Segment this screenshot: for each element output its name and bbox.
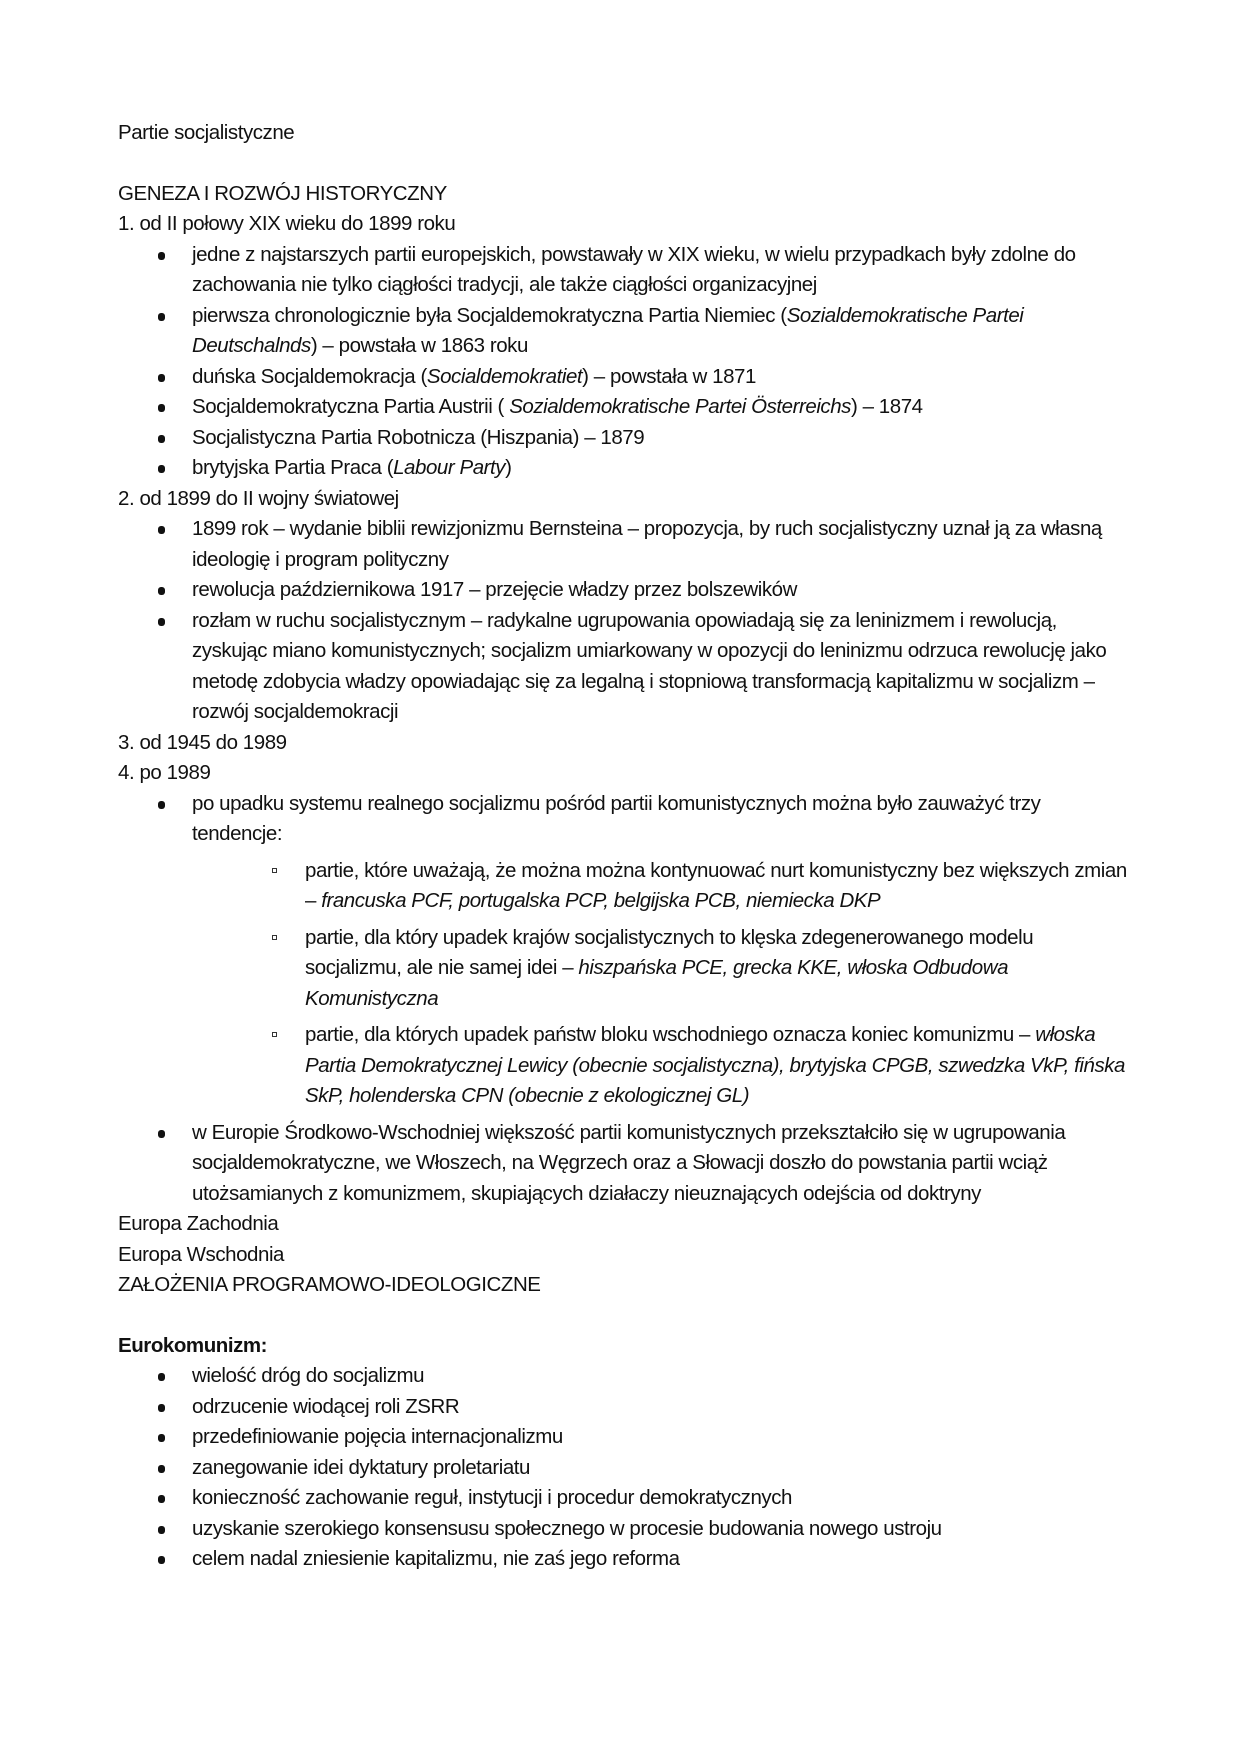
- list-item: odrzucenie wiodącej roli ZSRR: [118, 1392, 1128, 1423]
- list-item: duńska Socjaldemokracja (Socialdemokratiet) – powstała w 1871: [118, 362, 1128, 393]
- sub-list-item: partie, które uważają, że można można kontynuować nurt komunistyczny bez większych zmian – francuska PCF, portugalska PCP, belgijska PCB, niemiecka DKP: [192, 856, 1128, 917]
- eurocommunism-list: [118, 1361, 1128, 1575]
- list-item: wielość dróg do socjalizmu: [118, 1361, 1128, 1392]
- list-item: jedne z najstarszych partii europejskich, powstawały w XIX wieku, w wielu przypadkach były zdolne do zachowania nie tylko ciągłości tradycji, ale także ciągłości organizacyjnej: [118, 240, 1128, 301]
- eurocommunism-heading: Eurokomunizm:: [118, 1333, 268, 1357]
- period-4-list: [118, 789, 1128, 1210]
- list-item: brytyjska Partia Praca (Labour Party): [118, 453, 1128, 484]
- list-item: uzyskanie szerokiego konsensusu społecznego w procesie budowania nowego ustroju: [118, 1514, 1128, 1545]
- tendencies-sublist: [192, 856, 1128, 1112]
- section-heading-genesis: GENEZA I ROZWÓJ HISTORYCZNY: [118, 181, 447, 205]
- period-heading: 4. po 1989: [118, 761, 211, 784]
- list-item: 1899 rok – wydanie biblii rewizjonizmu Bernsteina – propozycja, by ruch socjalistyczny uznał ją za własną ideologię i program polityczny: [118, 514, 1128, 575]
- spacer: [118, 149, 1128, 179]
- list-item: Socjaldemokratyczna Partia Austrii ( Sozialdemokratische Partei Österreichs) – 1874: [118, 392, 1128, 423]
- spacer: [118, 1301, 1128, 1331]
- sub-list-item: partie, dla których upadek państw bloku wschodniego oznacza koniec komunizmu – włoska Partia Demokratycznej Lewicy (obecnie socjalistyczna), brytyjska CPGB, szwedzka VkP, fińska SkP, holenderska CPN (obecnie z ekologicznej GL): [192, 1020, 1128, 1112]
- list-item: celem nadal zniesienie kapitalizmu, nie zaś jego reforma: [118, 1544, 1128, 1575]
- period-2-list: [118, 514, 1128, 728]
- period-1-list: [118, 240, 1128, 484]
- list-item: Socjalistyczna Partia Robotnicza (Hiszpania) – 1879: [118, 423, 1128, 454]
- list-item: rozłam w ruchu socjalistycznym – radykalne ugrupowania opowiadają się za leninizmem i rewolucją, zyskując miano komunistycznych; socjalizm umiarkowany w opozycji do leninizmu odrzuca rewolucję jako metodę zdobycia władzy opowiadając się za legalną i stopniową transformacją kapitalizmu w socjalizm – rozwój socjaldemokracji: [118, 606, 1128, 728]
- europe-west-label: Europa Zachodnia: [118, 1212, 279, 1235]
- sub-list-item: partie, dla który upadek krajów socjalistycznych to klęska zdegenerowanego modelu socjalizmu, ale nie samej idei – hiszpańska PCE, grecka KKE, włoska Odbudowa Komunistyczna: [192, 923, 1128, 1015]
- section-heading-program: ZAŁOŻENIA PROGRAMOWO-IDEOLOGICZNE: [118, 1273, 541, 1296]
- period-heading: 2. od 1899 do II wojny światowej: [118, 486, 399, 510]
- list-item: pierwsza chronologicznie była Socjaldemokratyczna Partia Niemiec (Sozialdemokratische Partei Deutschalnds) – powstała w 1863 roku: [118, 301, 1128, 362]
- period-heading: 3. od 1945 do 1989: [118, 730, 287, 754]
- list-item: po upadku systemu realnego socjalizmu pośród partii komunistycznych można było zauważyć trzy tendencje: partie, które uważają, że można można kontynuować nurt komunistyczny bez większych zmian – francuska PCF, portugalska PCP, belgijska PCB, niemiecka DKP partie, dla który upadek krajów socjalistycznych to klęska zdegenerowanego modelu socjalizmu, ale nie samej idei – hiszpańska PCE, grecka KKE, włoska Odbudowa Komunistyczna partie, dla których upadek państw bloku wschodniego oznacza koniec komunizmu – włoska Partia Demokratycznej Lewicy (obecnie socjalistyczna), brytyjska CPGB, szwedzka VkP, fińska SkP, holenderska CPN (obecnie z ekologicznej GL): [118, 789, 1128, 1112]
- list-item: przedefiniowanie pojęcia internacjonalizmu: [118, 1422, 1128, 1453]
- period-heading: 1. od II połowy XIX wieku do 1899 roku: [118, 212, 456, 235]
- list-item: rewolucja październikowa 1917 – przejęcie władzy przez bolszewików: [118, 575, 1128, 606]
- europe-east-label: Europa Wschodnia: [118, 1242, 285, 1266]
- document-title: Partie socjalistyczne: [118, 121, 295, 144]
- list-item: zanegowanie idei dyktatury proletariatu: [118, 1453, 1128, 1484]
- list-item: w Europie Środkowo-Wschodniej większość partii komunistycznych przekształciło się w ugrupowania socjaldemokratyczne, we Włoszech, na Węgrzech oraz a Słowacji doszło do powstania partii wciąż utożsamianych z komunizmem, skupiających działaczy nieuznających odejścia od doktryny: [118, 1118, 1128, 1210]
- document-page: [118, 118, 1128, 1575]
- list-item: konieczność zachowanie reguł, instytucji i procedur demokratycznych: [118, 1483, 1128, 1514]
